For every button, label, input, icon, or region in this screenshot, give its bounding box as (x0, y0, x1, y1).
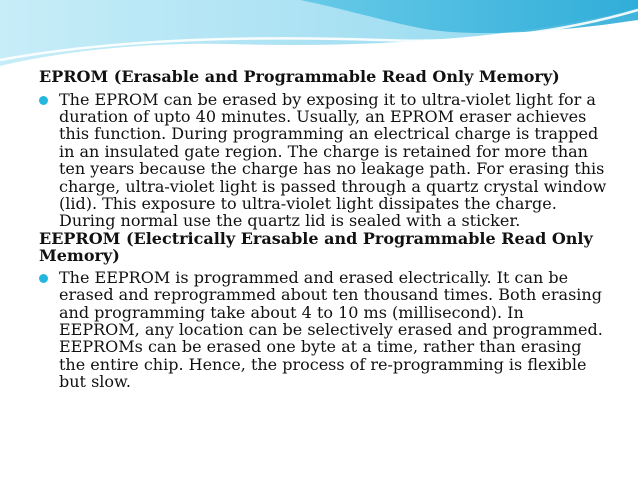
eprom-heading: EPROM (Erasable and Programmable Read Only Memory) (39, 67, 560, 86)
eeprom-heading: EEPROM (Electrically Erasable and Programmable Read Only Memory) (39, 228, 593, 266)
eprom-bullet-item (39, 91, 609, 230)
eeprom-bullet-text: The EEPROM is programmed and erased electrically. It can be erased and reprogrammed about ten thousand times. Both erasing and programming take about 4 to 10 ms (millisecond). In EEPROM, any location can be selectively erased and programmed. EEPROMs can be erased one byte at a time, rather than erasing the entire chip. Hence, the process of re-programming is flexible but slow. (59, 267, 603, 392)
slide-content (39, 68, 609, 391)
bullet-dot-icon (39, 96, 48, 105)
bullet-dot-icon (39, 274, 48, 283)
eprom-bullet-text: The EPROM can be erased by exposing it to ultra-violet light for a duration of upto 40 minutes. Usually, an EPROM eraser achieves this function. During programming an electrical charge is trapped in an insulated gate region. The charge is retained for more than ten years because the charge has no leakage path. For erasing this charge, ultra-violet light is passed through a quartz crystal window (lid). This exposure to ultra-violet light dissipates the charge. During normal use the quartz lid is sealed with a sticker. (59, 89, 607, 231)
eeprom-bullet-item (39, 269, 609, 391)
